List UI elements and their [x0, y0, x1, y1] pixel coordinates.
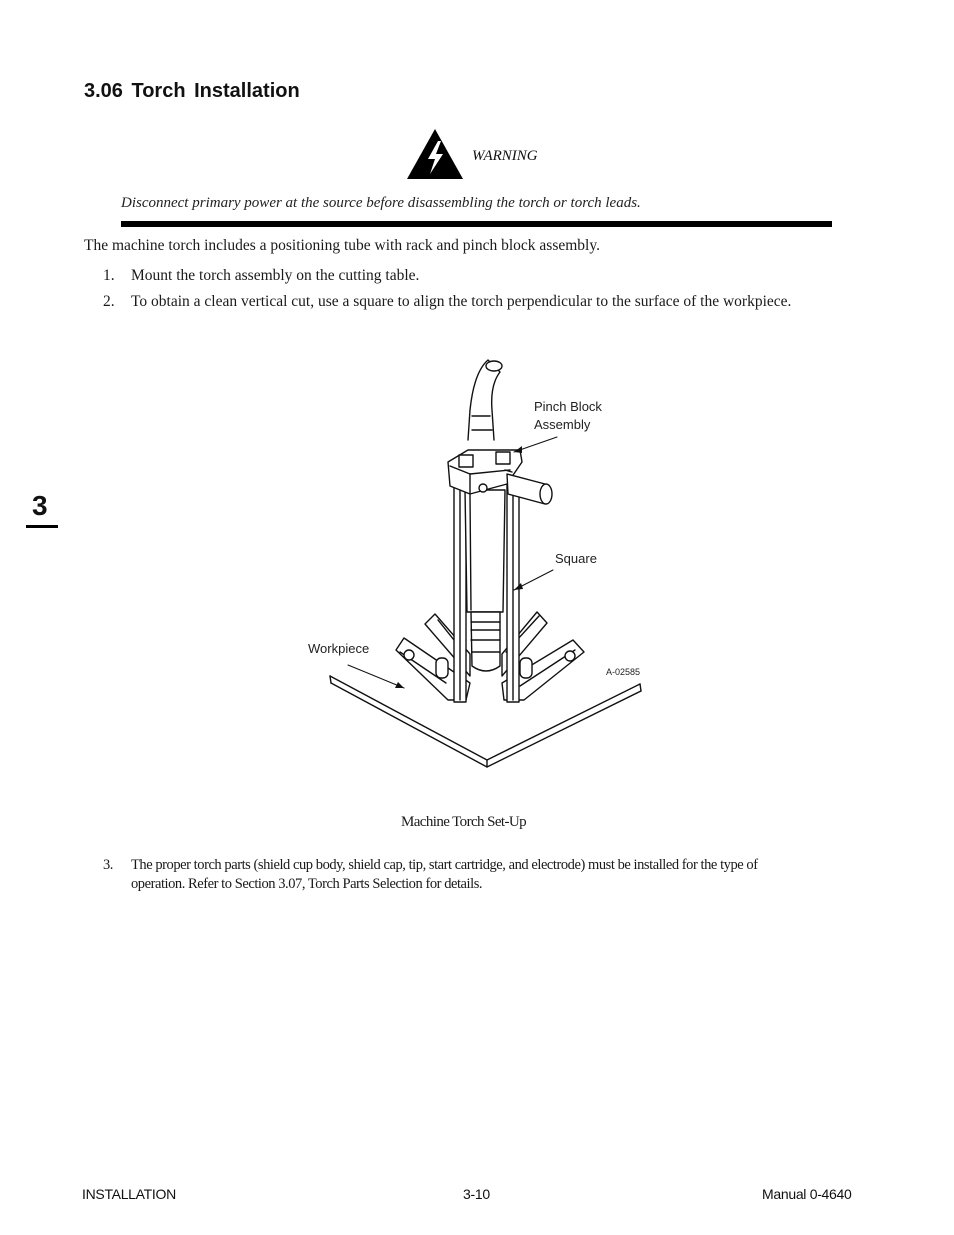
chapter-tab-rule [26, 525, 58, 528]
figure-caption: Machine Torch Set-Up [401, 814, 526, 830]
torch-setup-illustration [300, 350, 660, 780]
step-text: Mount the torch assembly on the cutting table. [131, 267, 420, 284]
step-text-continued: operation. Refer to Section 3.07, Torch Parts Selection for details. [131, 876, 483, 892]
warning-text: Disconnect primary power at the source before disassembling the torch or torch leads. [121, 195, 641, 211]
section-title: 3.06 Torch Installation [84, 80, 300, 102]
step-number: 3. [103, 857, 113, 873]
workpiece-plate [330, 676, 641, 767]
intro-paragraph: The machine torch includes a positioning tube with rack and pinch block assembly. [84, 237, 600, 254]
chapter-tab: 3 [32, 490, 48, 521]
step-text: The proper torch parts (shield cup body, shield cap, tip, start cartridge, and electrode) must be installed for the type of [131, 857, 758, 873]
figure-code: A-02585 [606, 667, 641, 677]
pinch-block-label: Pinch Block [534, 399, 602, 414]
warning-divider [121, 221, 832, 227]
step-number: 2. [103, 293, 115, 310]
workpiece-label: Workpiece [308, 641, 370, 656]
warning-label: WARNING [472, 148, 538, 164]
step-text: To obtain a clean vertical cut, use a square to align the torch perpendicular to the surface of the workpiece. [131, 293, 792, 310]
torch-tube [465, 490, 505, 671]
square-label: Square [555, 551, 597, 566]
footer-page-number: 3-10 [463, 1186, 490, 1202]
footer-section: INSTALLATION [82, 1186, 176, 1202]
torch-cable [468, 360, 502, 440]
pinch-block-label-line2: Assembly [534, 417, 591, 432]
footer-manual-number: Manual 0-4640 [762, 1186, 852, 1202]
lightning-warning-icon [406, 128, 464, 180]
step-number: 1. [103, 267, 115, 284]
